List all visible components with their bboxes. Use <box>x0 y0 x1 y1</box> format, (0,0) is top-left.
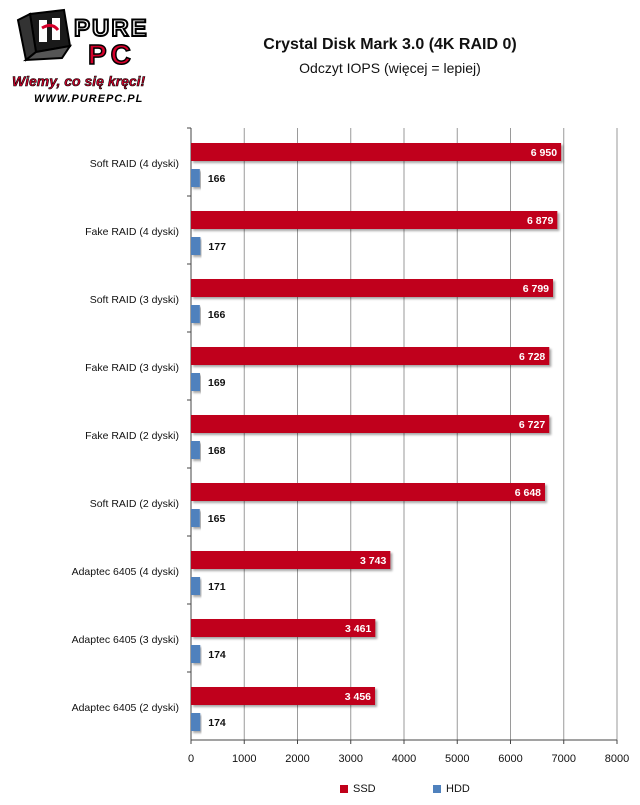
bar-label-hdd: 174 <box>208 717 226 729</box>
legend-item-ssd <box>340 783 376 795</box>
x-tick-label: 4000 <box>391 753 417 765</box>
bar-ssd <box>191 483 545 501</box>
chart-subtitle: Odczyt IOPS (więcej = lepiej) <box>299 60 481 76</box>
bar-label-hdd: 166 <box>207 309 226 321</box>
x-tick-label: 1000 <box>232 753 257 765</box>
legend-item-hdd <box>433 783 470 795</box>
legend-label-hdd: HDD <box>446 783 470 795</box>
bar-ssd <box>191 347 549 365</box>
x-tick-label: 3000 <box>338 753 363 765</box>
x-tick-label: 2000 <box>285 753 310 765</box>
category-label: Soft RAID (2 dyski) <box>89 498 179 510</box>
category-label: Fake RAID (3 dyski) <box>85 362 179 374</box>
x-tick-label: 8000 <box>604 753 630 765</box>
bar-hdd <box>191 441 200 459</box>
bar-hdd <box>191 645 200 663</box>
bar-label-ssd: 3 456 <box>344 691 372 703</box>
category-label: Adaptec 6405 (2 dyski) <box>71 702 179 714</box>
bar-ssd <box>191 211 557 229</box>
bar-label-ssd: 6 648 <box>514 487 542 499</box>
category-label: Adaptec 6405 (3 dyski) <box>71 634 179 646</box>
bar-label-ssd: 6 727 <box>518 419 546 431</box>
bar-label-hdd: 165 <box>207 513 226 525</box>
legend-swatch-hdd <box>433 785 441 793</box>
bar-ssd <box>191 415 549 433</box>
bar-hdd <box>191 577 200 595</box>
bar-label-hdd: 169 <box>207 377 226 389</box>
bar-label-hdd: 168 <box>207 445 226 457</box>
bar-label-ssd: 6 879 <box>527 215 554 227</box>
bar-label-ssd: 3 461 <box>345 623 372 635</box>
bar-hdd <box>191 373 200 391</box>
bar-hdd <box>191 237 200 255</box>
x-tick-label: 7000 <box>551 753 576 765</box>
bar-label-hdd: 177 <box>208 241 226 253</box>
logo-url: WWW.PUREPC.PL <box>34 93 144 105</box>
x-tick-label: 5000 <box>445 753 470 765</box>
category-label: Adaptec 6405 (4 dyski) <box>71 566 179 578</box>
logo-tagline: Wiemy, co się kręci! <box>12 73 146 89</box>
bar-label-ssd: 6 950 <box>530 147 558 159</box>
chart-title: Crystal Disk Mark 3.0 (4K RAID 0) <box>263 36 517 53</box>
category-label: Soft RAID (4 dyski) <box>89 158 179 170</box>
category-label: Fake RAID (4 dyski) <box>85 226 179 238</box>
legend-label-ssd: SSD <box>353 783 376 795</box>
bar-hdd <box>191 713 200 731</box>
bar-hdd <box>191 169 200 187</box>
bar-hdd <box>191 509 200 527</box>
bar-hdd <box>191 305 200 323</box>
x-tick-label: 0 <box>187 753 195 765</box>
legend-swatch-ssd <box>340 785 348 793</box>
logo-brand-top: PURE <box>74 15 149 42</box>
x-tick-label: 6000 <box>498 753 523 765</box>
bar-label-ssd: 6 799 <box>522 283 550 295</box>
bar-label-hdd: 174 <box>208 649 226 661</box>
category-label: Fake RAID (2 dyski) <box>85 430 179 442</box>
bar-ssd <box>191 143 561 161</box>
bar-label-ssd: 3 743 <box>360 555 387 567</box>
bar-ssd <box>191 279 553 297</box>
logo-brand-bottom: PC <box>88 39 135 70</box>
bar-label-hdd: 166 <box>207 173 226 185</box>
bar-label-hdd: 171 <box>208 581 226 593</box>
category-label: Soft RAID (3 dyski) <box>89 294 179 306</box>
bar-label-ssd: 6 728 <box>518 351 546 363</box>
